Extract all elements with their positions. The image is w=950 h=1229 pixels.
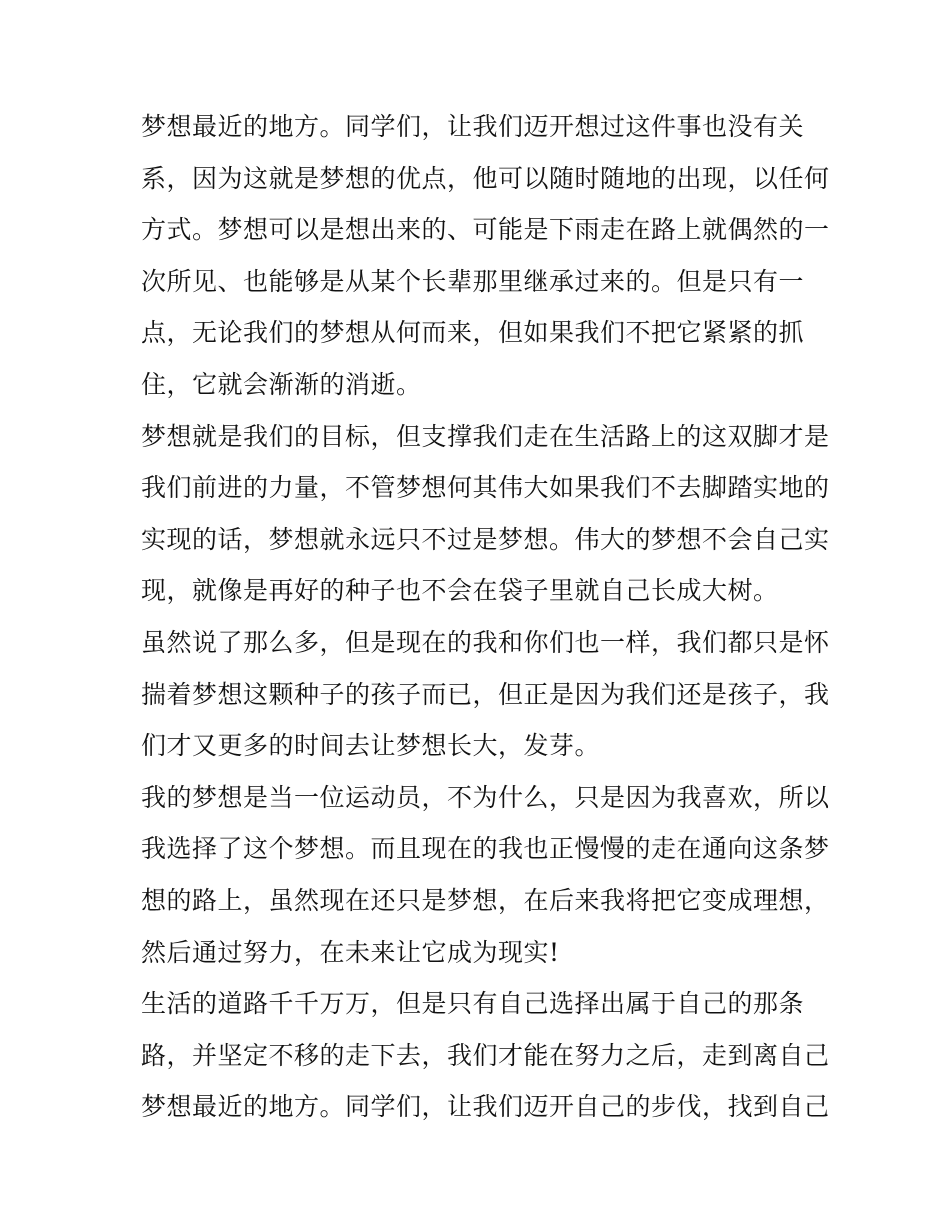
text-line-17: 然后通过努力，在未来让它成为现实! xyxy=(141,937,560,967)
text-line-19: 路，并坚定不移的走下去，我们才能在努力之后，走到离自己 xyxy=(141,1040,830,1070)
text-line-6: 住，它就会渐渐的消逝。 xyxy=(141,369,422,399)
text-line-3: 方式。梦想可以是想出来的、可能是下雨走在路上就偶然的一 xyxy=(141,215,830,245)
text-line-4: 次所见、也能够是从某个长辈那里继承过来的。但是只有一 xyxy=(141,266,805,296)
text-line-15: 我选择了这个梦想。而且现在的我也正慢慢的走在通向这条梦 xyxy=(141,834,830,864)
text-line-9: 实现的话，梦想就永远只不过是梦想。伟大的梦想不会自己实 xyxy=(141,524,830,554)
text-line-16: 想的路上，虽然现在还只是梦想，在后来我将把它变成理想， xyxy=(141,885,830,915)
text-line-8: 我们前进的力量，不管梦想何其伟大如果我们不去脚踏实地的 xyxy=(141,473,830,503)
text-line-5: 点，无论我们的梦想从何而来，但如果我们不把它紧紧的抓 xyxy=(141,318,805,348)
body-text xyxy=(141,101,830,1133)
text-line-20: 梦想最近的地方。同学们，让我们迈开自己的步伐，找到自己 xyxy=(141,1092,830,1122)
text-line-18: 生活的道路千千万万，但是只有自己选择出属于自己的那条 xyxy=(141,989,805,1019)
text-line-2: 系，因为这就是梦想的优点，他可以随时随地的出现，以任何 xyxy=(141,163,830,193)
text-line-13: 们才又更多的时间去让梦想长大，发芽。 xyxy=(141,731,601,761)
text-line-7: 梦想就是我们的目标，但支撑我们走在生活路上的这双脚才是 xyxy=(141,421,830,451)
text-line-10: 现，就像是再好的种子也不会在袋子里就自己长成大树。 xyxy=(141,576,779,606)
text-line-11: 虽然说了那么多，但是现在的我和你们也一样，我们都只是怀 xyxy=(141,627,830,657)
text-line-12: 揣着梦想这颗种子的孩子而已，但正是因为我们还是孩子，我 xyxy=(141,679,830,709)
text-line-14: 我的梦想是当一位运动员，不为什么，只是因为我喜欢，所以 xyxy=(141,782,830,812)
text-line-1: 梦想最近的地方。同学们，让我们迈开想过这件事也没有关 xyxy=(141,112,805,141)
